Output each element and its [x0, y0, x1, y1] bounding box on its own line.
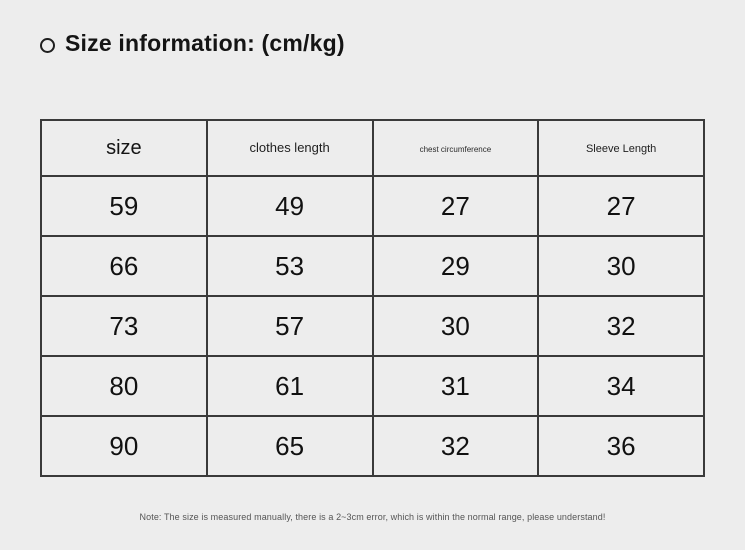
cell-value: 32	[440, 430, 470, 461]
column-header-label: clothes length	[249, 140, 330, 155]
table-header-cell-sleeve-length	[538, 120, 704, 176]
table-cell	[538, 236, 704, 296]
table-cell	[41, 416, 207, 476]
cell-value: 36	[606, 430, 636, 461]
column-header-label: chest circumference	[419, 145, 492, 154]
table-cell	[538, 416, 704, 476]
cell-value: 30	[606, 250, 636, 281]
table-header-row	[41, 120, 704, 176]
table-cell	[207, 296, 373, 356]
cell-value: 66	[109, 250, 139, 281]
cell-value: 59	[109, 190, 139, 221]
table-cell	[207, 236, 373, 296]
table-header-cell-clothes-length	[207, 120, 373, 176]
size-table	[40, 119, 705, 477]
table-row	[41, 236, 704, 296]
page-title	[40, 30, 345, 57]
table-header-cell-size	[41, 120, 207, 176]
table-header-cell-chest-circumference	[373, 120, 539, 176]
table-cell	[538, 356, 704, 416]
cell-value: 49	[275, 190, 305, 221]
table-cell	[41, 296, 207, 356]
table-cell	[41, 356, 207, 416]
measurement-note: Note: The size is measured manually, there is a 2~3cm error, which is within the normal range, please understand!	[139, 512, 606, 522]
table-row	[41, 296, 704, 356]
table-cell	[373, 296, 539, 356]
table-row	[41, 176, 704, 236]
cell-value: 30	[440, 310, 470, 341]
cell-value: 57	[275, 310, 305, 341]
cell-value: 73	[109, 310, 139, 341]
column-header-label: Sleeve Length	[585, 143, 657, 155]
cell-value: 61	[275, 370, 305, 401]
table-cell	[373, 236, 539, 296]
cell-value: 27	[440, 190, 470, 221]
cell-value: 34	[606, 370, 636, 401]
table-cell	[207, 416, 373, 476]
table-row	[41, 356, 704, 416]
table-cell	[373, 176, 539, 236]
table-cell	[538, 296, 704, 356]
table-row	[41, 416, 704, 476]
table-cell	[41, 176, 207, 236]
table-cell	[538, 176, 704, 236]
page-title-text: Size information: (cm/kg)	[65, 30, 345, 56]
cell-value: 29	[440, 250, 470, 281]
table-cell	[207, 176, 373, 236]
circle-outline-icon	[40, 38, 55, 53]
table-cell	[207, 356, 373, 416]
column-header-label: size	[106, 136, 142, 159]
cell-value: 27	[606, 190, 636, 221]
cell-value: 65	[275, 430, 305, 461]
cell-value: 80	[109, 370, 139, 401]
table-cell	[373, 356, 539, 416]
cell-value: 31	[440, 370, 470, 401]
table-cell	[373, 416, 539, 476]
cell-value: 32	[606, 310, 636, 341]
cell-value: 90	[109, 430, 139, 461]
table-cell	[41, 236, 207, 296]
cell-value: 53	[275, 250, 305, 281]
